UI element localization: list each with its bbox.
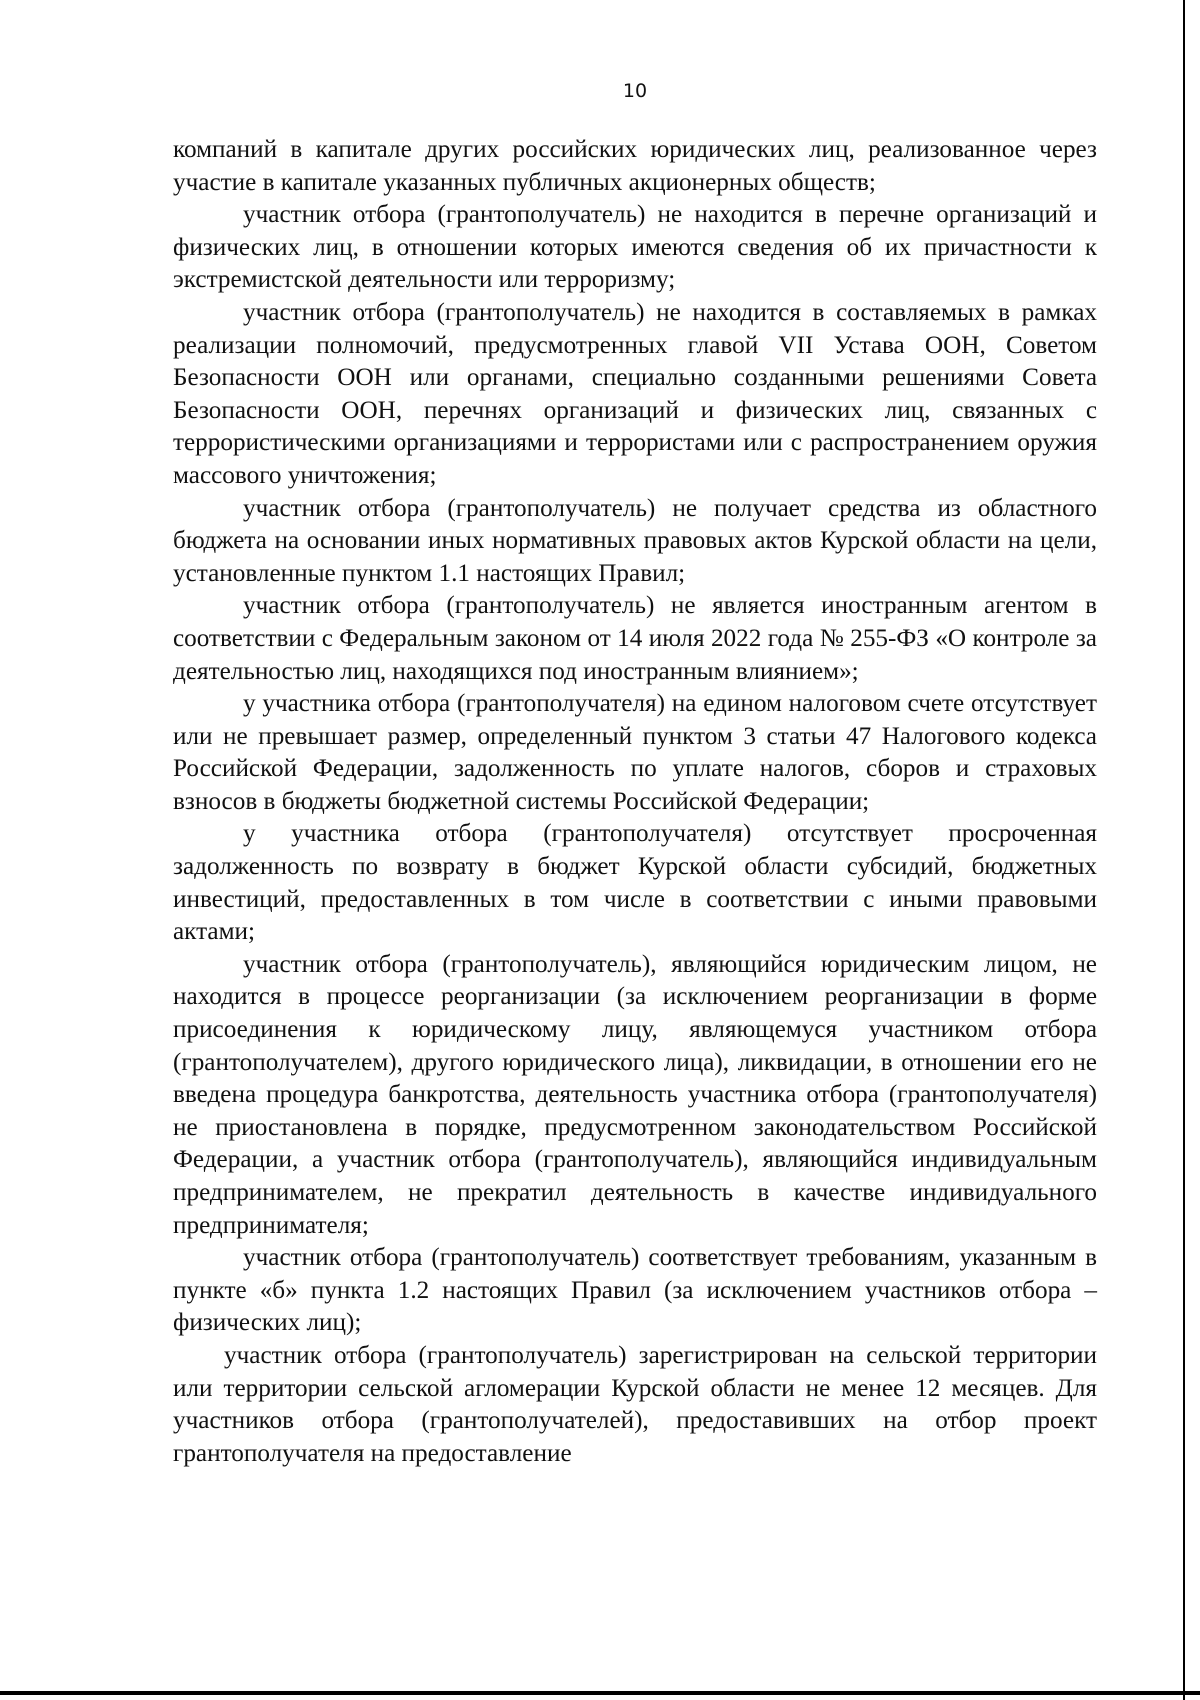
- paragraph-reorganization: участник отбора (грантополучатель), являющийся юридическим лицом, не находится в процессе реорганизации (за исключением реорганизации в форме присоединения к юридическому лицу, являющемуся участником отбора (грантополучателем), другого юридического лица), ликвидации, в отношении его не введена процедура банкротства, деятельность участника отбора (грантополучателя) не приостановлена в порядке, предусмотренном законодательством Российской Федерации, а участник отбора (грантополучатель), являющийся индивидуальным предпринимателем, не прекратил деятельность в качестве индивидуального предпринимателя;: [173, 950, 1097, 1239]
- page-number: 10: [622, 80, 648, 102]
- paragraph-un-sanctions: участник отбора (грантополучатель) не находится в составляемых в рамках реализации полномочий, предусмотренных главой VII Устава ООН, Советом Безопасности ООН или органами, специально созданными решениями Совета Безопасности ООН, перечнях организаций и физических лиц, связанных с террористическими организациями и террористами или с распространением оружия массового уничтожения;: [173, 298, 1097, 489]
- document-body: [173, 134, 1097, 1470]
- paragraph-overdue-debt: у участника отбора (грантополучателя) отсутствует просроченная задолженность по возврату в бюджет Курской области субсидий, бюджетных инвестиций, предоставленных в том числе в соответствии с иными правовыми актами;: [173, 820, 1097, 946]
- paragraph-foreign-agent: участник отбора (грантополучатель) не является иностранным агентом в соответствии с Федеральным законом от 14 июля 2022 года № 255-ФЗ «О контроле за деятельностью лиц, находящихся под иностранным влиянием»;: [173, 592, 1097, 685]
- paragraph-regional-budget: участник отбора (грантополучатель) не получает средства из областного бюджета на основании иных нормативных правовых актов Курской области на цели, установленные пунктом 1.1 настоящих Правил;: [173, 494, 1097, 587]
- scan-edge-bottom: [0, 1691, 1200, 1695]
- paragraph-tax-debt: у участника отбора (грантополучателя) на едином налоговом счете отсутствует или не превышает размер, определенный пунктом 3 статьи 47 Налогового кодекса Российской Федерации, задолженность по уплате налогов, сборов и страховых взносов в бюджеты бюджетной системы Российской Федерации;: [173, 690, 1097, 815]
- paragraph-extremism-list: участник отбора (грантополучатель) не находится в перечне организаций и физических лиц, в отношении которых имеются сведения об их причастности к экстремистской деятельности или терроризму;: [173, 201, 1097, 294]
- paragraph-rural-registration: участник отбора (грантополучатель) зарегистрирован на сельской территории или территории сельской агломерации Курской области не менее 12 месяцев. Для участников отбора (грантополучателей), предоставивших на отбор проект грантополучателя на предоставление: [173, 1341, 1097, 1467]
- paragraph-requirements: участник отбора (грантополучатель) соответствует требованиям, указанным в пункте «б» пункта 1.2 настоящих Правил (за исключением участников отбора – физических лиц);: [173, 1244, 1097, 1337]
- scan-edge-right: [1183, 0, 1185, 1700]
- paragraph-continuation: компаний в капитале других российских юридических лиц, реализованное через участие в капитале указанных публичных акционерных обществ;: [173, 136, 1097, 196]
